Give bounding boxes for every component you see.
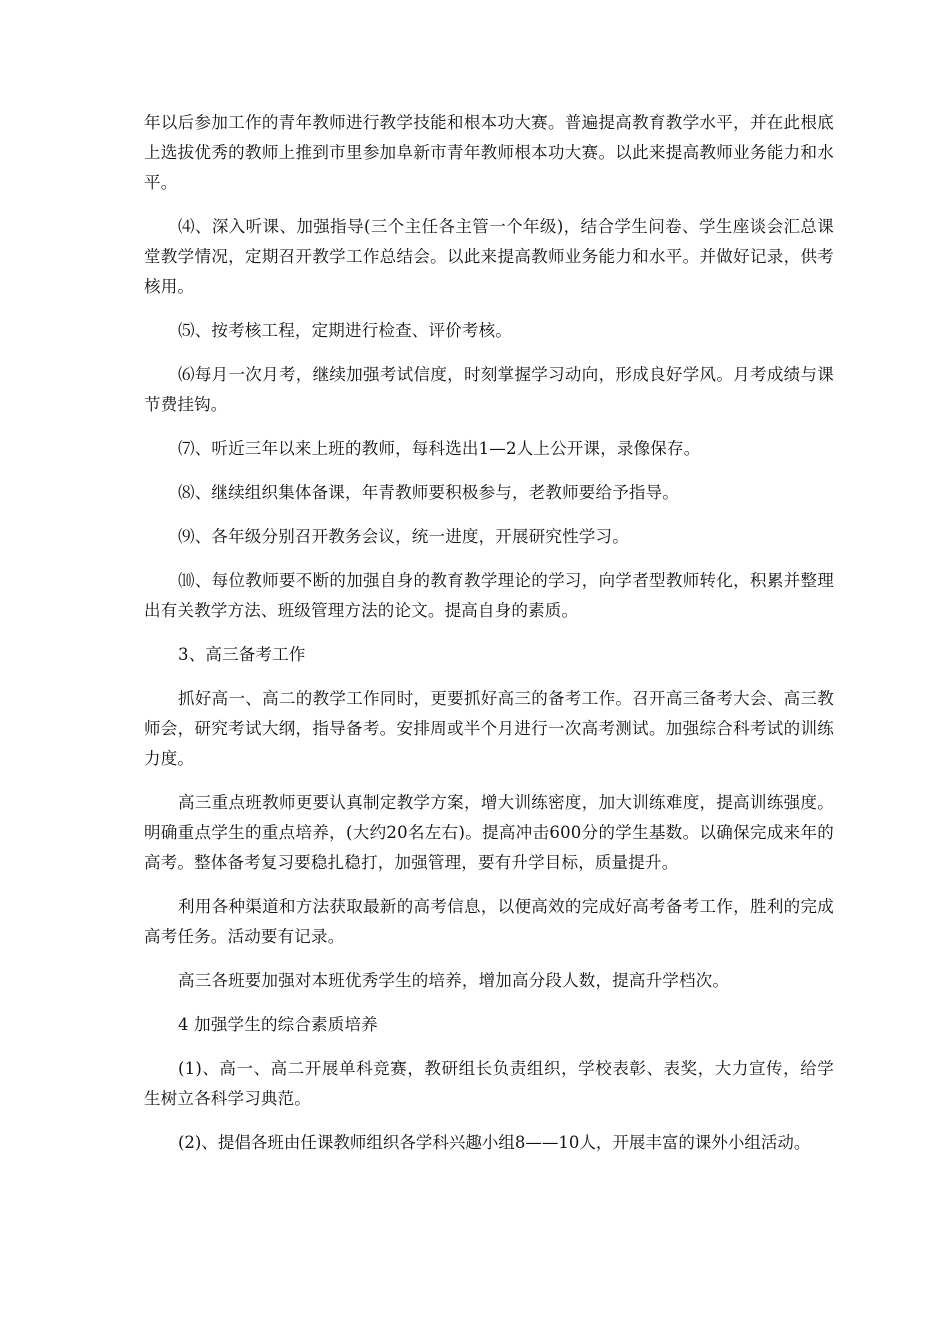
paragraph-senior-three-prep: 抓好高一、高二的教学工作同时，更要抓好高三的备考工作。召开高三备考大会、高三教师会，研究考试大纲，指导备考。安排周或半个月进行一次高考测试。加强综合科考试的训练力度。 [144,689,834,768]
paragraph-item-6: ⑹每月一次月考，继续加强考试信度，时刻掌握学习动向，形成良好学风。月考成绩与课节费挂钩。 [144,365,834,414]
paragraph-subject-competition: (1)、高一、高二开展单科竞赛，教研组长负责组织，学校表彰、表奖，大力宣传，给学生树立各科学习典范。 [144,1059,834,1108]
section-heading-senior-three-exam-prep: 3、高三备考工作 [178,645,306,664]
paragraph-interest-groups: (2)、提倡各班由任课教师组织各学科兴趣小组8——10人，开展丰富的课外小组活动。 [178,1133,811,1152]
section-heading-comprehensive-quality: 4 加强学生的综合素质培养 [178,1015,378,1034]
paragraph-key-class-teachers: 高三重点班教师更要认真制定教学方案，增大训练密度，加大训练难度，提高训练强度。明确重点学生的重点培养，(大约20名左右)。提高冲击600分的学生基数。以确保完成来年的高考。整体备考复习要稳扎稳打，加强管理，要有升学目标，质量提升。 [144,793,834,872]
paragraph-item-7: ⑺、听近三年以来上班的教师，每科选出1—2人上公开课，录像保存。 [178,439,701,458]
paragraph-item-4: ⑷、深入听课、加强指导(三个主任各主管一个年级)，结合学生问卷、学生座谈会汇总课堂教学情况，定期召开教学工作总结会。以此来提高教师业务能力和水平。并做好记录，供考核用。 [144,217,834,296]
paragraph-item-8: ⑻、继续组织集体备课，年青教师要积极参与，老教师要给予指导。 [178,483,679,502]
paragraph-exam-information: 利用各种渠道和方法获取最新的高考信息，以便高效的完成好高考备考工作，胜利的完成高考任务。活动要有记录。 [144,897,834,946]
paragraph-senior-three-classes: 高三各班要加强对本班优秀学生的培养，增加高分段人数，提高升学档次。 [178,971,730,990]
paragraph-item-10: ⑽、每位教师要不断的加强自身的教育教学理论的学习，向学者型教师转化，积累并整理出有关教学方法、班级管理方法的论文。提高自身的素质。 [144,571,834,620]
document-page [144,108,834,1172]
paragraph-item-5: ⑸、按考核工程，定期进行检查、评价考核。 [178,321,512,340]
paragraph-teacher-contest: 年以后参加工作的青年教师进行教学技能和根本功大赛。普遍提高教育教学水平，并在此根底上选拔优秀的教师上推到市里参加阜新市青年教师根本功大赛。以此来提高教师业务能力和水平。 [144,113,834,192]
paragraph-item-9: ⑼、各年级分别召开教务会议，统一进度，开展研究性学习。 [178,527,629,546]
